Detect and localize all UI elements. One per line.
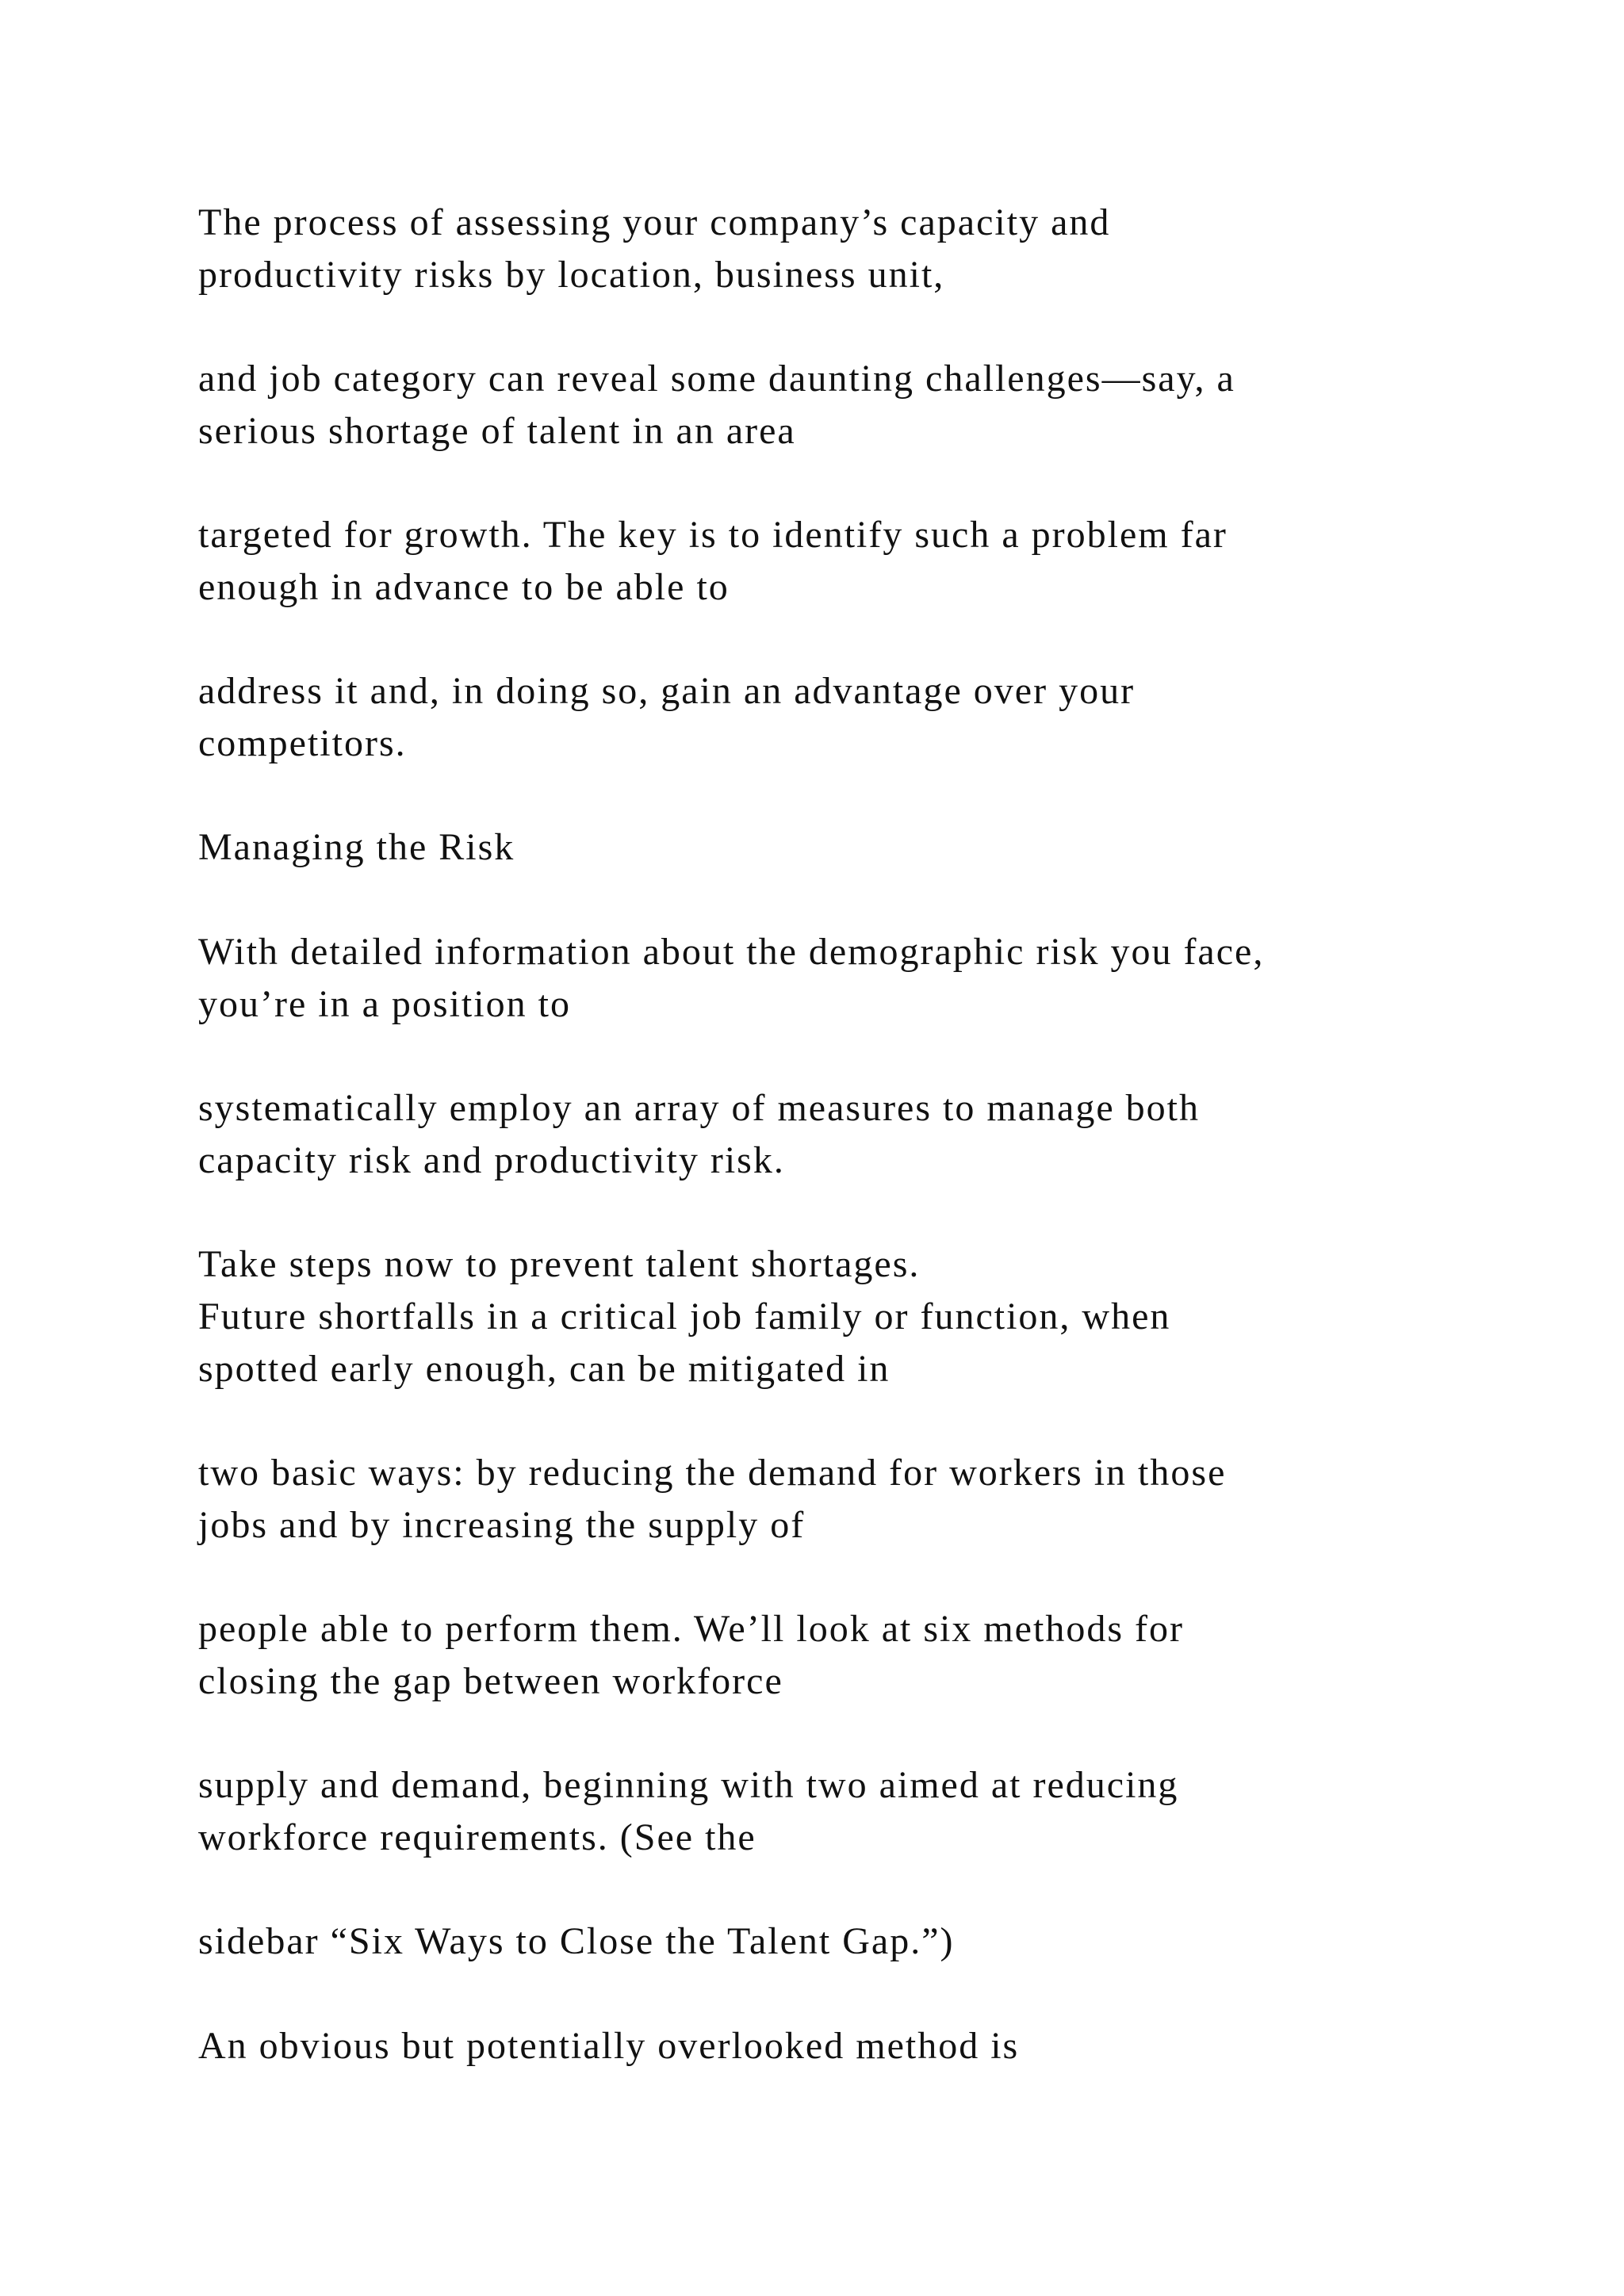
text-line: Take steps now to prevent talent shortages.: [198, 1243, 921, 1285]
text-line: workforce requirements. (See the: [198, 1816, 756, 1858]
paragraph-3: [198, 509, 1546, 614]
paragraph-9: [198, 1603, 1546, 1708]
paragraph-8: [198, 1447, 1546, 1552]
text-line: sidebar “Six Ways to Close the Talent Gap.”): [198, 1920, 955, 1962]
text-line: supply and demand, beginning with two aimed at reducing: [198, 1764, 1179, 1806]
text-line: spotted early enough, can be mitigated in: [198, 1348, 891, 1390]
paragraph-12: [198, 2020, 1546, 2072]
text-line: enough in advance to be able to: [198, 566, 730, 608]
text-line: you’re in a position to: [198, 983, 571, 1025]
paragraph-10: [198, 1759, 1546, 1864]
paragraph-2: [198, 353, 1546, 457]
paragraph-7: [198, 1238, 1546, 1395]
text-line: An obvious but potentially overlooked method is: [198, 2025, 1020, 2067]
text-line: closing the gap between workforce: [198, 1660, 783, 1702]
text-line: With detailed information about the demographic risk you face,: [198, 931, 1265, 973]
text-line: The process of assessing your company’s capacity and: [198, 201, 1111, 243]
text-line: address it and, in doing so, gain an advantage over your: [198, 670, 1136, 712]
text-line: jobs and by increasing the supply of: [198, 1504, 806, 1546]
paragraph-6: [198, 1082, 1546, 1187]
text-line: systematically employ an array of measures to manage both: [198, 1087, 1200, 1129]
text-line: people able to perform them. We’ll look at six methods for: [198, 1608, 1184, 1650]
text-line: and job category can reveal some daunting challenges—say, a: [198, 358, 1235, 400]
text-line: productivity risks by location, business unit,: [198, 254, 945, 296]
text-line: competitors.: [198, 722, 407, 764]
text-line: capacity risk and productivity risk.: [198, 1139, 785, 1181]
paragraph-5: [198, 926, 1546, 1031]
section-heading: [198, 821, 1546, 874]
paragraph-11: [198, 1915, 1546, 1968]
text-line: Future shortfalls in a critical job family or function, when: [198, 1295, 1171, 1337]
paragraph-1: [198, 197, 1546, 301]
text-line: serious shortage of talent in an area: [198, 410, 796, 452]
heading-text: Managing the Risk: [198, 826, 515, 868]
text-line: targeted for growth. The key is to identify such a problem far: [198, 514, 1228, 556]
text-line: two basic ways: by reducing the demand for workers in those: [198, 1452, 1227, 1494]
paragraph-4: [198, 665, 1546, 770]
